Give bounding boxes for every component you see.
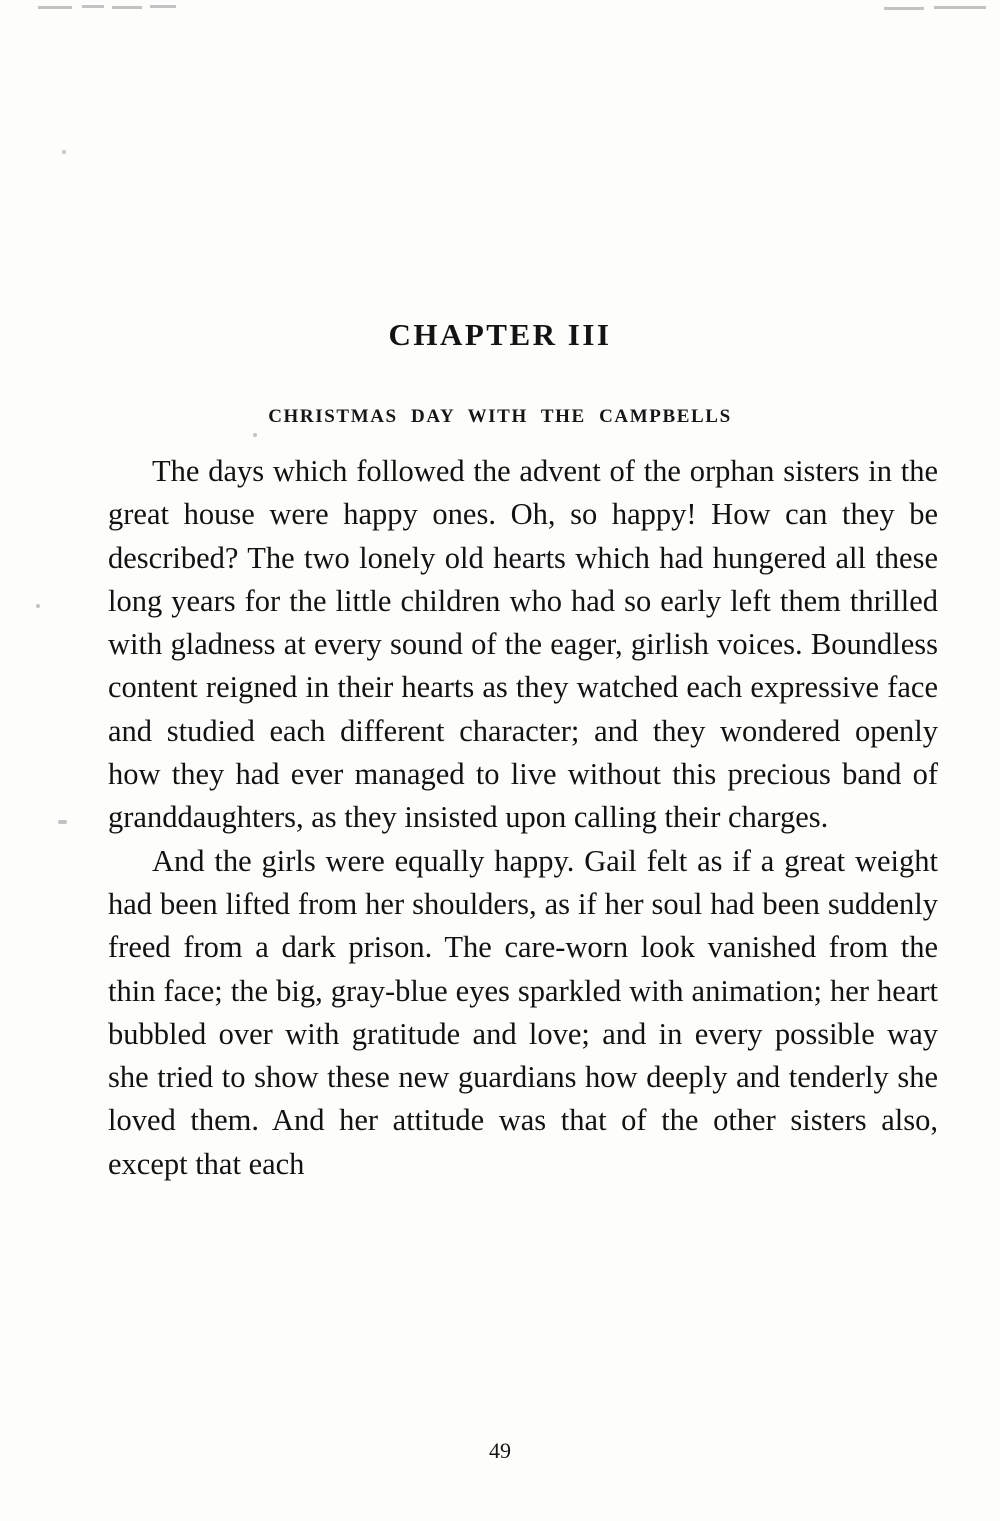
paragraph: And the girls were equally happy. Gail felt as if a great weight had been lifted from her shoulders, as if her soul had been suddenly freed from a dark prison. The care-worn look vanished from the thin face; the big, gray-blue eyes sparkled with animation; her heart bubbled over with gratitude and love; and in every possible way she tried to show these new guardians how deeply and tenderly she loved them. And her attitude was that of the other sisters also, except that each	[108, 843, 938, 1181]
paragraph: The days which followed the advent of the orphan sisters in the great house were happy ones. Oh, so happy! How can they be described? The two lonely old hearts which had hungered all these long years for the little children who had so early left them thrilled with gladness at every sound of the eager, girlish voices. Boundless content reigned in their hearts as they watched each expressive face and studied each different character; and they wondered openly how they had ever managed to live without this precious band of granddaughters, as they insisted upon calling their charges.	[108, 454, 938, 835]
scan-artifact-mark	[82, 5, 104, 8]
scan-artifact-mark	[38, 6, 72, 9]
chapter-subtitle: CHRISTMAS DAY WITH THE CAMPBELLS	[268, 405, 732, 427]
scan-artifact-speck	[253, 433, 257, 437]
body-text-block	[108, 450, 938, 1186]
chapter-heading: CHAPTER III	[388, 316, 612, 352]
scan-artifact-speck	[36, 604, 40, 608]
page-number: 49	[489, 1438, 511, 1463]
scan-artifact-mark	[112, 6, 142, 9]
scan-artifact-speck	[62, 150, 66, 154]
scan-artifact-mark	[884, 7, 924, 10]
scan-artifact-mark	[934, 6, 986, 9]
scan-artifact-mark	[150, 5, 176, 8]
scan-artifact-speck	[58, 820, 67, 824]
